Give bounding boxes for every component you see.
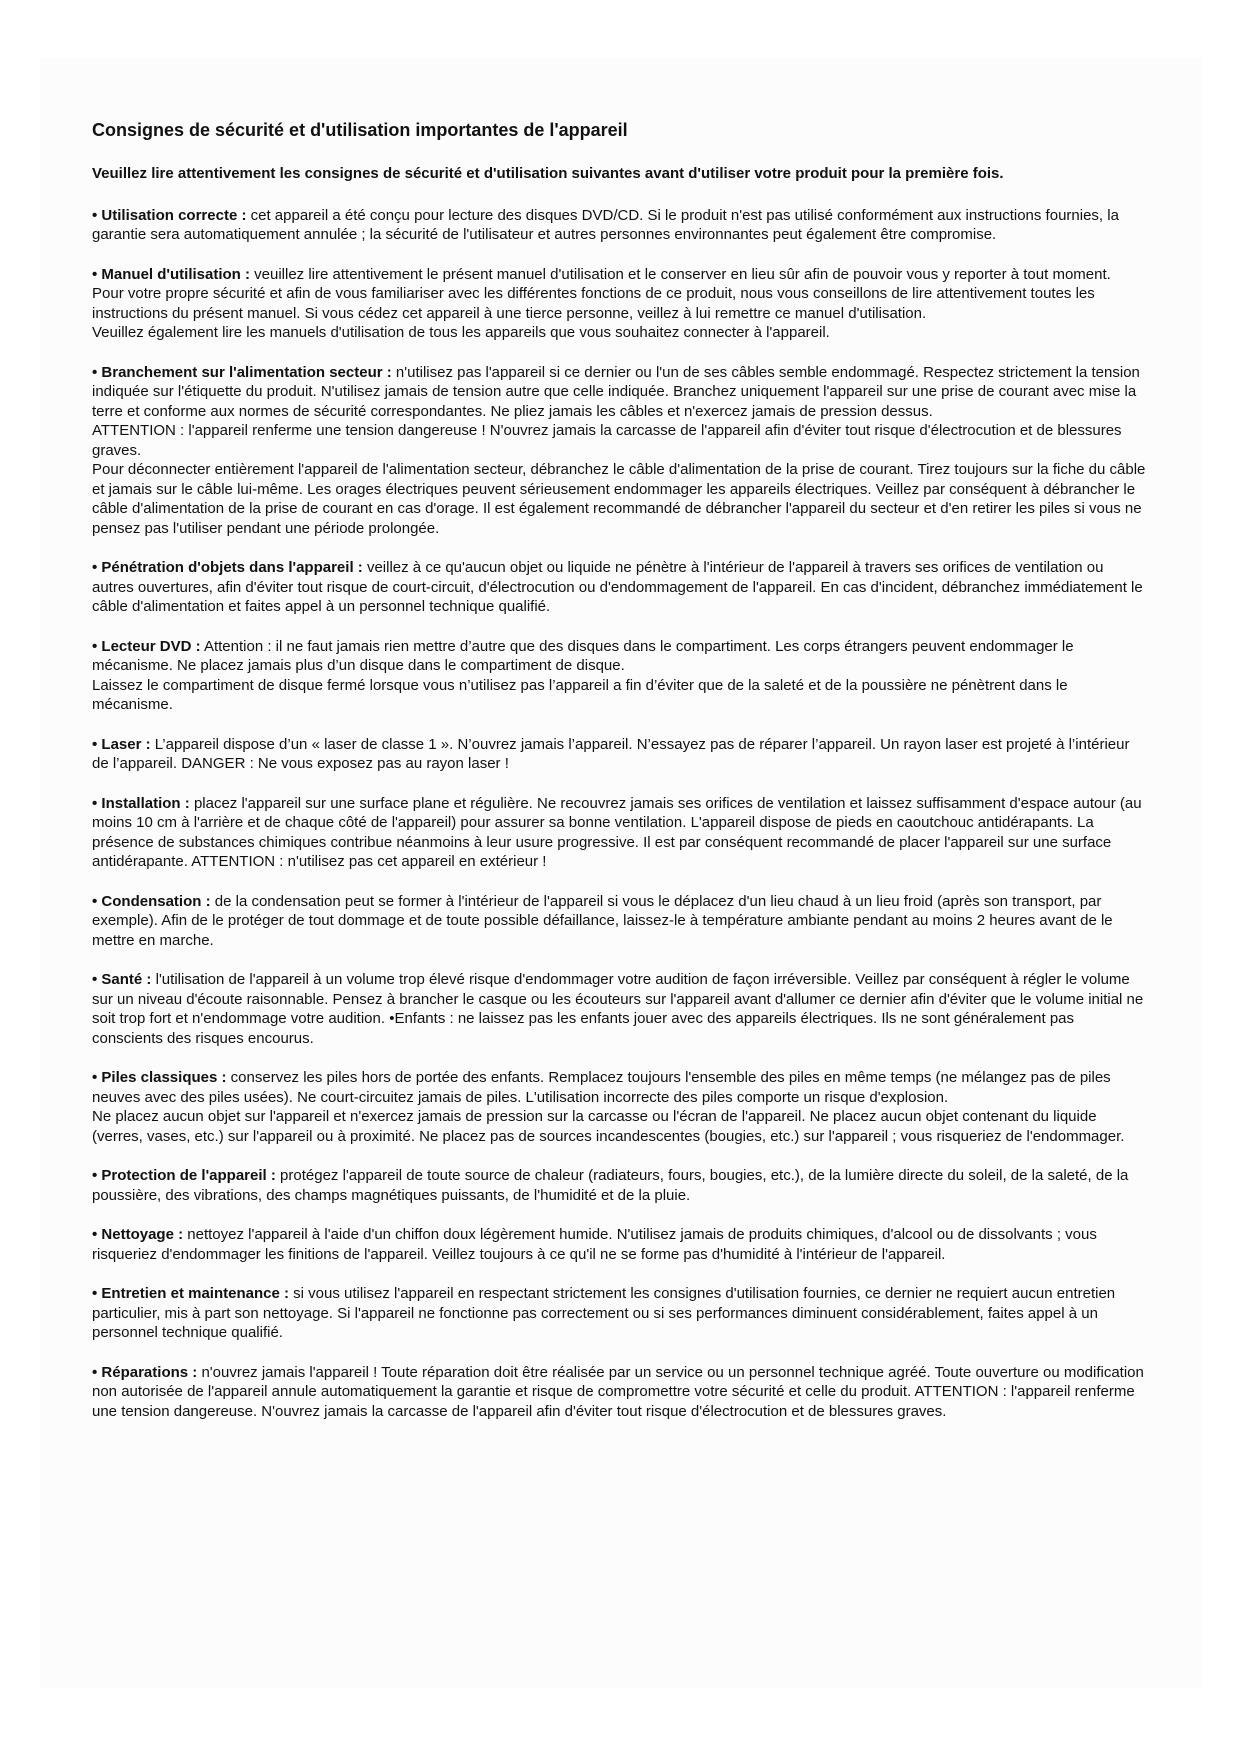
- section-sante: [92, 970, 1146, 1048]
- section-heading: • Nettoyage :: [92, 1226, 184, 1243]
- section-paragraph: [92, 265, 1146, 324]
- section-paragraph: Veuillez également lire les manuels d'utilisation de tous les appareils que vous souhaitez connecter à l'appareil.: [92, 324, 830, 341]
- section-paragraph: [92, 206, 1146, 245]
- section-installation: [92, 794, 1146, 872]
- section-heading: • Condensation :: [92, 892, 211, 910]
- section-paragraph: [92, 892, 1146, 951]
- section-text: veuillez lire attentivement le présent manuel d'utilisation et le conserver en lieu sûr afin de pouvoir vous y reporter à tout moment. Pour votre propre sécurité et afin de vous familiariser avec les différentes fonctions de ce produit, nous vous conseillons de lire attentivement toutes les instructions du présent manuel. Si vous cédez cet appareil à une tierce personne, veillez à lui remettre ce manuel d'utilisation.: [92, 265, 1111, 322]
- section-text: n'utilisez pas l'appareil si ce dernier ou l'un de ses câbles semble endommagé. Respectez strictement la tension indiquée sur l'étiquette du produit. N'utilisez jamais de tension autre que celle indiquée. Branchez uniquement l'appareil sur une prise de courant avec mise la terre et conforme aux normes de sécurité correspondantes. Ne pliez jamais les câbles et n'exercez jamais de pression dessus.: [92, 363, 1140, 420]
- section-paragraph: [92, 363, 1146, 422]
- section-penetration-objets: [92, 558, 1146, 617]
- section-reparations: [92, 1363, 1146, 1422]
- section-text: placez l'appareil sur une surface plane et régulière. Ne recouvrez jamais ses orifices de ventilation et laissez suffisamment d'espace autour (au moins 10 cm à l'arrière et de chaque côté de l'appareil) pour assurer sa bonne ventilation. L'appareil dispose de pieds en caoutchouc antidérapants. La présence de substances chimiques contribue néanmoins à leur usure progressive. Il est par conséquent recommandé de placer l'appareil sur une surface antidérapante. ATTENTION : n'utilisez pas cet appareil en extérieur !: [92, 794, 1142, 870]
- intro-paragraph: Veuillez lire attentivement les consignes de sécurité et d'utilisation suivantes avant d'utiliser votre produit pour la première fois.: [92, 165, 1004, 182]
- section-paragraph: ATTENTION : l'appareil renferme une tension dangereuse ! N'ouvrez jamais la carcasse de l'appareil afin d'éviter tout risque d'électrocution et de blessures graves.: [92, 422, 1122, 459]
- document-title: Consignes de sécurité et d'utilisation importantes de l'appareil: [92, 120, 628, 140]
- section-paragraph: [92, 1225, 1146, 1264]
- section-paragraph: [92, 970, 1146, 1048]
- section-nettoyage: [92, 1225, 1146, 1264]
- section-text: n'ouvrez jamais l'appareil ! Toute réparation doit être réalisée par un service ou un personnel technique agréé. Toute ouverture ou modification non autorisée de l'appareil annule automatiquement la garantie et risque de compromettre votre sécurité et celle du produit. ATTENTION : l'appareil renferme une tension dangereuse. N'ouvrez jamais la carcasse de l'appareil afin d'éviter tout risque d'électrocution et de blessures graves.: [92, 1363, 1144, 1420]
- section-heading: • Installation :: [92, 794, 190, 812]
- section-condensation: [92, 892, 1146, 951]
- section-utilisation-correcte: [92, 206, 1146, 245]
- section-manuel-utilisation: [92, 265, 1146, 343]
- section-laser: [92, 735, 1146, 774]
- section-heading: • Laser :: [92, 735, 151, 753]
- section-heading: • Branchement sur l'alimentation secteur :: [92, 363, 392, 381]
- section-paragraph: [92, 558, 1146, 617]
- section-heading: • Protection de l'appareil :: [92, 1167, 276, 1184]
- section-paragraph: Laissez le compartiment de disque fermé lorsque vous n’utilisez pas l’appareil a fin d’éviter que de la saleté et de la poussière ne pénètrent dans le mécanisme.: [92, 676, 1068, 713]
- section-text: conservez les piles hors de portée des enfants. Remplacez toujours l'ensemble des piles en même temps (ne mélangez pas de piles neuves avec des piles usées). Ne court-circuitez jamais de piles. L'utilisation incorrecte des piles comporte un risque d'explosion.: [92, 1069, 1111, 1106]
- section-text: si vous utilisez l'appareil en respectant strictement les consignes d'utilisation fournies, ce dernier ne requiert aucun entretien particulier, mis à part son nettoyage. Si l'appareil ne fonctionne pas correctement ou si ses performances diminuent considérablement, faites appel à un personnel technique qualifié.: [92, 1285, 1116, 1341]
- section-text: cet appareil a été conçu pour lecture des disques DVD/CD. Si le produit n'est pas utilisé conformément aux instructions fournies, la garantie sera automatiquement annulée ; la sécurité de l'utilisateur et autres personnes environnantes peut également être compromise.: [92, 206, 1119, 243]
- section-text: protégez l'appareil de toute source de chaleur (radiateurs, fours, bougies, etc.), de la lumière directe du soleil, de la saleté, de la poussière, des vibrations, des champs magnétiques puissants, de l'humidité et de la pluie.: [92, 1167, 1129, 1204]
- section-paragraph: [92, 735, 1146, 774]
- section-heading: • Lecteur DVD :: [92, 637, 201, 655]
- section-heading: • Santé :: [92, 971, 152, 988]
- section-paragraph: [92, 1363, 1146, 1422]
- section-heading: • Pénétration d'objets dans l'appareil :: [92, 559, 363, 576]
- section-paragraph: [92, 1284, 1146, 1343]
- section-heading: • Piles classiques :: [92, 1069, 227, 1086]
- section-paragraph: [92, 1068, 1146, 1107]
- section-paragraph: [92, 637, 1146, 676]
- document-content: [92, 118, 1146, 1421]
- section-heading: • Utilisation correcte :: [92, 206, 247, 224]
- section-text: l'utilisation de l'appareil à un volume trop élevé risque d'endommager votre audition de façon irréversible. Veillez par conséquent à régler le volume sur un niveau d'écoute raisonnable. Pensez à brancher le casque ou les écouteurs sur l'appareil avant d'allumer ce dernier afin d'éviter que le volume initial ne soit trop fort et n'endommage votre audition. •Enfants : ne laissez pas les enfants jouer avec des appareils électriques. Ils ne sont généralement pas conscients des risques encourus.: [92, 971, 1144, 1047]
- section-entretien-maintenance: [92, 1284, 1146, 1343]
- section-text: nettoyez l'appareil à l'aide d'un chiffon doux légèrement humide. N'utilisez jamais de produits chimiques, d'alcool ou de dissolvants ; vous risqueriez d'endommager les finitions de l'appareil. Veillez toujours à ce qu'il ne se forme pas d'humidité à l'intérieur de l'appareil.: [92, 1226, 1097, 1263]
- section-text: L’appareil dispose d’un « laser de classe 1 ». N’ouvrez jamais l’appareil. N’essayez pas de réparer l’appareil. Un rayon laser est projeté à l’intérieur de l’appareil. DANGER : Ne vous exposez pas au rayon laser !: [92, 735, 1130, 772]
- section-branchement-secteur: [92, 363, 1146, 539]
- section-paragraph: [92, 794, 1146, 872]
- section-lecteur-dvd: [92, 637, 1146, 715]
- section-paragraph: Pour déconnecter entièrement l'appareil de l'alimentation secteur, débranchez le câble d'alimentation de la prise de courant. Tirez toujours sur la fiche du câble et jamais sur le câble lui-même. Les orages électriques peuvent sérieusement endommager les appareils électriques. Veillez par conséquent à débrancher le câble d'alimentation de la prise de courant en cas d'orage. Il est également recommandé de débrancher l'appareil du secteur et d'en retirer les piles si vous ne pensez pas l'utiliser pendant une période prolongée.: [92, 461, 1146, 537]
- section-heading: • Réparations :: [92, 1363, 198, 1381]
- section-text: de la condensation peut se former à l'intérieur de l'appareil si vous le déplacez d'un lieu chaud à un lieu froid (après son transport, par exemple). Afin de le protéger de tout dommage et de toute possible défaillance, laissez-le à température ambiante pendant au moins 2 heures avant de le mettre en marche.: [92, 892, 1113, 949]
- section-paragraph: Ne placez aucun objet sur l'appareil et n'exercez jamais de pression sur la carcasse ou l'écran de l'appareil. Ne placez aucun objet contenant du liquide (verres, vases, etc.) sur l'appareil ou à proximité. Ne placez pas de sources incandescentes (bougies, etc.) sur l'appareil ; vous risqueriez de l'endommager.: [92, 1108, 1125, 1145]
- section-protection-appareil: [92, 1166, 1146, 1205]
- section-paragraph: [92, 1166, 1146, 1205]
- section-piles-classiques: [92, 1068, 1146, 1146]
- section-heading: • Manuel d'utilisation :: [92, 265, 250, 283]
- section-text: Attention : il ne faut jamais rien mettre d’autre que des disques dans le compartiment. Les corps étrangers peuvent endommager le mécanisme. Ne placez jamais plus d’un disque dans le compartiment de disque.: [92, 637, 1074, 674]
- section-text: veillez à ce qu'aucun objet ou liquide ne pénètre à l'intérieur de l'appareil à travers ses orifices de ventilation ou autres ouvertures, afin d'éviter tout risque de court-circuit, d'électrocution ou d'endommagement de l'appareil. En cas d'incident, débranchez immédiatement le câble d'alimentation et faites appel à un personnel technique qualifié.: [92, 559, 1143, 615]
- section-heading: • Entretien et maintenance :: [92, 1285, 289, 1302]
